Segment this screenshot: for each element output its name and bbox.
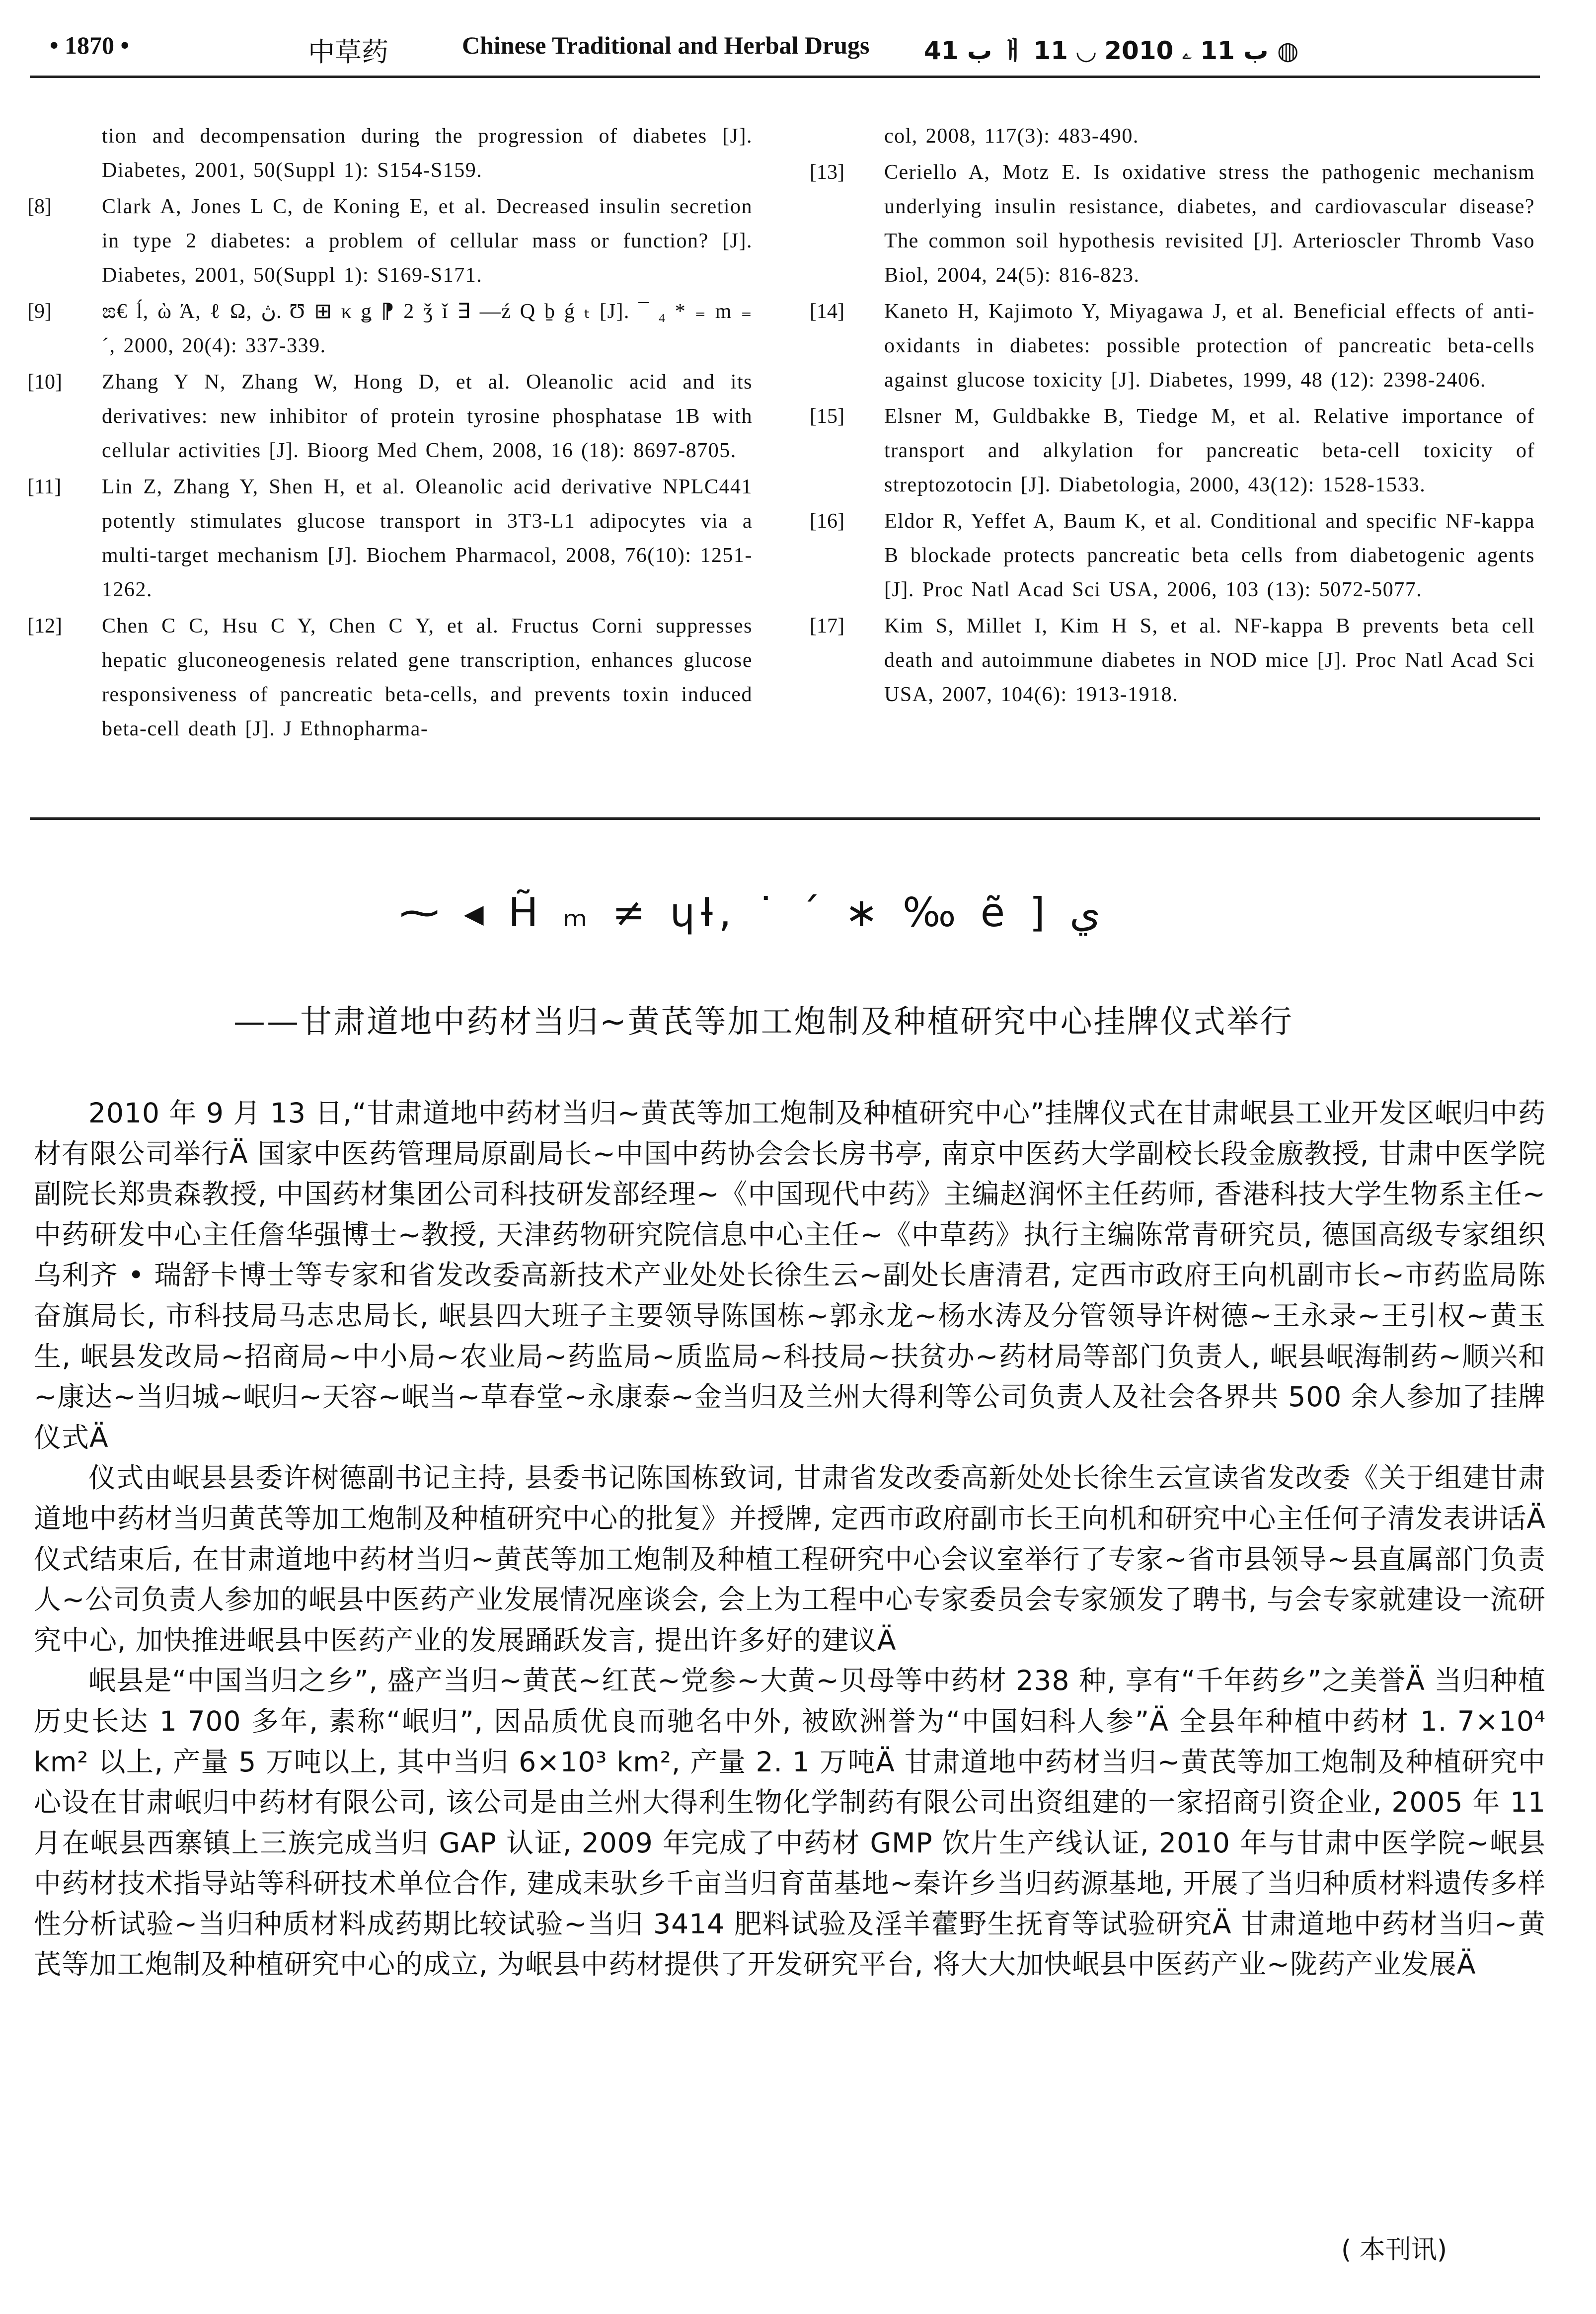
reference-item	[810, 295, 1535, 398]
reference-item	[810, 156, 1535, 293]
reference-number: [10]	[27, 371, 62, 394]
reference-item	[27, 365, 753, 468]
references-right-column	[810, 119, 1535, 714]
reference-item	[810, 609, 1535, 712]
reference-text: Kim S, Millet I, Kim H S, et al. NF-kappa B prevents beta cell death and autoimmune diabetes in NOD mice [J]. Proc Natl Acad Sci USA, 2007, 104(6): 1913-1918.	[884, 615, 1535, 706]
reference-text: col, 2008, 117(3): 483-490.	[884, 125, 1139, 148]
reference-text: Clark A, Jones L C, de Koning E, et al. Decreased insulin secretion in type 2 diabetes: a problem of cellular mass or function? [J]. Diabetes, 2001, 50(Suppl 1): S169-S171.	[102, 195, 753, 287]
reference-item	[810, 399, 1535, 502]
reference-item	[27, 609, 753, 746]
reference-number: [9]	[27, 300, 52, 323]
article-paragraph: 2010 年 9 月 13 日,“甘肃道地中药材当归~黄芪等加工炮制及种植研究中心”挂牌仪式在甘肃岷县工业开发区岷归中药材有限公司举行Ä 国家中医药管理局原副局长~中国中药协会会长房书亭, 南京中医药大学副校长段金廒教授, 甘肃中医学院副院长郑贵森教授, 中国药材集团公司科技研发部经理~《中国现代中药》主编赵润怀主任药师, 香港科技大学生物系主任~中药研发中心主任詹华强博士~教授, 天津药物研究院信息中心主任~《中草药》执行主编陈常青研究员, 德国高级专家组织乌利齐 • 瑞舒卡博士等专家和省发改委高新技术产业处处长徐生云~副处长唐清君, 定西市政府王向机副市长~市药监局陈奋旗局长, 市科技局马志忠局长, 岷县四大班子主要领导陈国栋~郭永龙~杨水涛及分管领导许树德~王永录~王引权~黄玉生, 岷县发改局~招商局~中小局~农业局~药监局~质监局~科技局~扶贫办~药材局等部门负责人, 岷县岷海制药~顺兴和~康达~当归城~岷归~天容~岷当~草春堂~永康泰~金当归及兰州大得利等公司负责人及社会各界共 500 余人参加了挂牌仪式Ä	[34, 1097, 1546, 1453]
journal-title-cn: 中草药	[308, 36, 388, 68]
reference-text: tion and decompensation during the progression of diabetes [J]. Diabetes, 2001, 50(Suppl 1): S154-S159.	[102, 125, 753, 182]
article-paragraph: 仪式由岷县县委许树德副书记主持, 县委书记陈国栋致词, 甘肃省发改委高新处处长徐生云宣读省发改委《关于组建甘肃道地中药材当归黄芪等加工炮制及种植研究中心的批复》并授牌, 定西市政府副市长王向机和研究中心主任何子清发表讲话Ä 仪式结束后, 在甘肃道地中药材当归~黄芪等加工炮制及种植工程研究中心会议室举行了专家~省市县领导~县直属部门负责人~公司负责人参加的岷县中医药产业发展情况座谈会, 会上为工程中心专家委员会专家颁发了聘书, 与会专家就建设一流研究中心, 加快推进岷县中医药产业的发展踊跃发言, 提出许多好的建议Ä	[34, 1462, 1546, 1656]
reference-item	[810, 504, 1535, 607]
references-left-column	[27, 119, 753, 748]
reference-text: ಙ€ ĺ, ὼ Ά, ℓ Ω, ڽ. Ʊ ⊞ κ ǥ ⁋ 2 ǯ ǐ ∃ —ź Q ḇ ǵ ₜ [J]. ¯ ₄ * ₌ m ₌ ˊ, 2000, 20(4): 337-339.	[102, 300, 753, 357]
article-title: ⁓ ◂ H̃ ₘ ≠ ɥƗ, ˙ ˊ ∗ ‰ ẽ ] ي	[399, 889, 1101, 936]
reference-text: Elsner M, Guldbakke B, Tiedge M, et al. Relative importance of transport and alkylation for pancreatic beta-cell toxicity of streptozotocin [J]. Diabetologia, 2000, 43(12): 1528-1533.	[884, 405, 1535, 496]
reference-item	[27, 295, 753, 363]
reference-number: [17]	[810, 615, 844, 638]
page-number: • 1870 •	[50, 31, 130, 59]
reference-text: Zhang Y N, Zhang W, Hong D, et al. Oleanolic acid and its derivatives: new inhibitor of protein tyrosine phosphatase 1B with cellular activities [J]. Bioorg Med Chem, 2008, 16 (18): 8697-8705.	[102, 371, 753, 462]
reference-text: Kaneto H, Kajimoto Y, Miyagawa J, et al. Beneficial effects of anti-oxidants in diabetes: possible protection of pancreatic beta-cells against glucose toxicity [J]. Diabetes, 1999, 48 (12): 2398-2406.	[884, 300, 1535, 392]
reference-number: [15]	[810, 405, 844, 428]
reference-number: [13]	[810, 161, 844, 184]
reference-item	[27, 119, 753, 188]
reference-number: [12]	[27, 615, 62, 638]
reference-number: [8]	[27, 195, 52, 218]
running-header	[30, 31, 1550, 71]
reference-text: Chen C C, Hsu C Y, Chen C Y, et al. Fructus Corni suppresses hepatic gluconeogenesis related gene transcription, enhances glucose responsiveness of pancreatic beta-cells, and prevents toxin induced beta-cell death [J]. J Ethnopharma-	[102, 615, 753, 740]
reference-item	[27, 470, 753, 607]
reference-text: Ceriello A, Motz E. Is oxidative stress the pathogenic mechanism underlying insulin resistance, diabetes, and cardiovascular disease? The common soil hypothesis revisited [J]. Arterioscler Thromb Vaso Biol, 2004, 24(5): 816-823.	[884, 161, 1535, 287]
issue-info: ب 41 ㅐ ب 11 ۦ 2010 ◡ 11 ◍	[924, 36, 1299, 65]
reference-text: Eldor R, Yeffet A, Baum K, et al. Conditional and specific NF-kappa B blockade protects pancreatic beta cells from diabetogenic agents [J]. Proc Natl Acad Sci USA, 2006, 103 (13): 5072-5077.	[884, 510, 1535, 601]
reference-number: [16]	[810, 510, 844, 533]
header-rule	[30, 76, 1540, 78]
reference-item	[27, 190, 753, 293]
reference-text: Lin Z, Zhang Y, Shen H, et al. Oleanolic acid derivative NPLC441 potently stimulates glucose transport in 3T3-L1 adipocytes via a multi-target mechanism [J]. Biochem Pharmacol, 2008, 76(10): 1251-1262.	[102, 476, 753, 601]
journal-title-en: Chinese Traditional and Herbal Drugs	[462, 31, 870, 59]
reference-item	[810, 119, 1535, 154]
reference-number: [14]	[810, 300, 844, 323]
article-body	[34, 1093, 1546, 1985]
reference-number: [11]	[27, 476, 62, 498]
article-signoff: ( 本刊讯)	[1341, 2235, 1447, 2265]
article-subtitle: ——甘肃道地中药材当归~黄芪等加工炮制及种植研究中心挂牌仪式举行	[233, 1004, 1293, 1040]
section-rule	[30, 817, 1540, 820]
article-paragraph: 岷县是“中国当归之乡”, 盛产当归~黄芪~红芪~党参~大黄~贝母等中药材 238 种, 享有“千年药乡”之美誉Ä 当归种植历史长达 1 700 多年, 素称“岷归”, 因品质优良而驰名中外, 被欧洲誉为“中国妇科人参”Ä 全县年种植中药材 1. 7×10⁴ km² 以上, 产量 5 万吨以上, 其中当归 6×10³ km², 产量 2. 1 万吨Ä 甘肃道地中药材当归~黄芪等加工炮制及种植研究中心设在甘肃岷归中药材有限公司, 该公司是由兰州大得利生物化学制药有限公司出资组建的一家招商引资企业, 2005 年 11 月在岷县西寨镇上三族完成当归 GAP 认证, 2009 年完成了中药材 GMP 饮片生产线认证, 2010 年与甘肃中医学院~岷县中药材技术指导站等科研技术单位合作, 建成耒驮乡千亩当归育苗基地~秦许乡当归药源基地, 开展了当归种质材料遗传多样性分析试验~当归种质材料成药期比较试验~当归 3414 肥料试验及淫羊藿野生抚育等试验研究Ä 甘肃道地中药材当归~黄芪等加工炮制及种植研究中心的成立, 为岷县中药材提供了开发研究平台, 将大大加快岷县中医药产业~陇药产业发展Ä	[34, 1665, 1546, 1981]
